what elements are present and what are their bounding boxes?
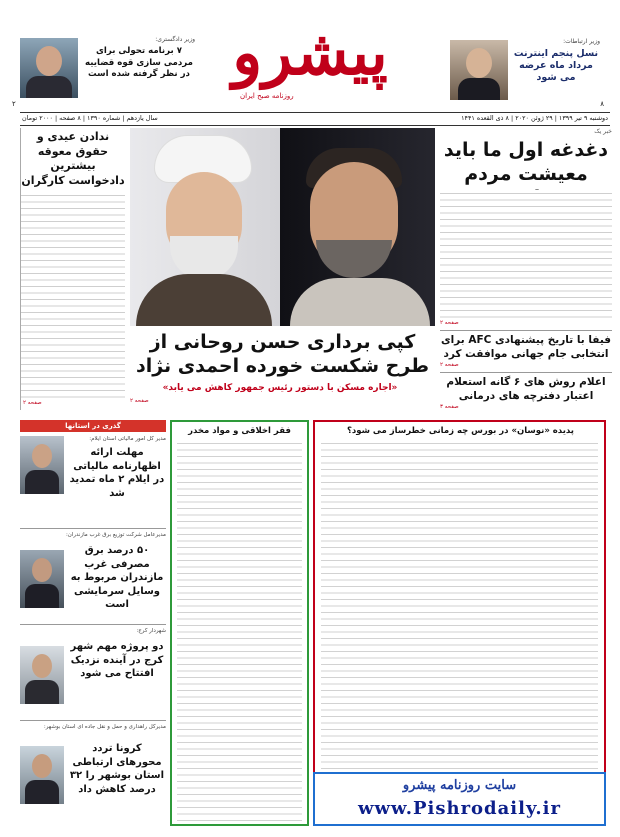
official-photo — [20, 646, 64, 704]
teaser-page-ref: ۸ — [600, 100, 604, 108]
bourse-title: پدیده «نوسان» در بورس چه زمانی خطرساز می شود؟ — [346, 426, 574, 436]
top-right-teaser[interactable] — [450, 30, 604, 110]
right-column-stories — [440, 328, 612, 418]
ethics-title: فقر اخلاقی و مواد مخدر — [188, 426, 291, 436]
teaser-page-ref: ۲ — [12, 100, 16, 108]
lead-headline: دغدغه اول ما باید معیشت مردم — [443, 139, 609, 185]
wages-body — [21, 192, 125, 400]
masthead-logo-block — [200, 16, 420, 112]
main-photo-story[interactable] — [130, 128, 435, 410]
province-kicker: مدیرکل راهداری و حمل و نقل جاده ای استان بوشهر: — [43, 724, 166, 730]
lead-story[interactable] — [440, 128, 612, 328]
masthead-subtitle: روزنامه صبح ایران — [240, 92, 294, 100]
far-left-story[interactable] — [20, 128, 125, 410]
province-kicker: شهردار کرج: — [136, 628, 166, 634]
province-headline: مهلت ارائه اظهارنامه مالیاتی در ایلام ۲ ماه تمدید شد — [69, 447, 165, 499]
teaser-headline: ۷ برنامه تحولی برای مردمی سازی قوه قضاییه در نظر گرفته شده است — [85, 46, 193, 79]
masthead-logo: پیشرو — [232, 16, 388, 89]
teaser-headline: نسل پنجم اینترنت مرداد ماه عرضه می شود — [513, 48, 599, 83]
bourse-column[interactable] — [313, 420, 606, 826]
justice-minister-photo — [20, 38, 78, 98]
wages-page-ref: صفحه ۲ — [23, 400, 42, 406]
main-headline: کپی برداری حسن روحانی از طرح شکست خورده احمدی نژاد — [135, 331, 430, 377]
province-headline: کرونا تردد محورهای ارتباطی استان بوشهر را ۳۲ درصد کاهش داد — [69, 743, 165, 795]
website-banner[interactable] — [313, 772, 606, 826]
insurance-headline[interactable]: اعلام روش های ۶ گانه استعلام اعتبار دفترچه های درمانی — [440, 372, 612, 403]
fifa-page-ref: صفحه ۲ — [440, 362, 459, 368]
insurance-page-ref: صفحه ۳ — [440, 404, 459, 410]
provinces-column — [20, 420, 166, 828]
province-item[interactable] — [20, 436, 166, 529]
province-kicker: مدیر کل امور مالیاتی استان ایلام: — [89, 436, 166, 442]
ethics-body — [177, 440, 302, 822]
province-item[interactable] — [20, 532, 166, 625]
province-kicker: مدیرعامل شرکت توزیع برق غرب مازندران: — [65, 532, 166, 538]
main-subhead: «اجاره مسکن با دستور رئیس جمهور کاهش می یابد» — [162, 383, 398, 393]
province-item[interactable] — [20, 628, 166, 721]
minister-photo — [450, 40, 508, 100]
lead-page-ref: صفحه ۲ — [440, 320, 459, 326]
province-headline: دو پروژه مهم شهر کرج در آینده نزدیک افتتاح می شود — [70, 641, 164, 679]
lead-body — [440, 190, 612, 320]
official-photo — [20, 746, 64, 804]
bourse-body — [321, 440, 598, 822]
banner-url: www.Pishrodaily.ir — [358, 798, 561, 819]
date-strip — [20, 112, 610, 126]
official-photo — [20, 436, 64, 494]
provinces-header: گذری در استانها — [20, 420, 166, 432]
province-item[interactable] — [20, 724, 166, 824]
wages-headline: ندادن عیدی و حقوق معوقه بیشترین دادخواست کارگران — [21, 130, 125, 187]
teaser-kicker: وزیر دادگستری: — [155, 36, 195, 43]
top-left-teaser[interactable] — [12, 30, 195, 110]
main-photo — [130, 128, 435, 326]
province-headline: ۵۰ درصد برق مصرفی غرب مازندران مربوط به وسایل سرمایشی است — [70, 545, 164, 610]
issue-line: سال یازدهم | شماره ۱۳۹۰ | ۸ صفحه | ۲۰۰۰ تومان — [22, 114, 158, 122]
teaser-kicker: وزیر ارتباطات: — [563, 38, 600, 45]
official-photo — [20, 550, 64, 608]
fifa-headline[interactable]: فیفا با تاریخ پیشنهادی AFC برای انتخابی جام جهانی موافقت کرد — [440, 330, 612, 361]
main-page-ref: صفحه ۲ — [130, 398, 149, 404]
ethics-column[interactable] — [170, 420, 309, 826]
banner-title: سایت روزنامه پیشرو — [402, 778, 517, 793]
lead-kicker: خبر یک — [594, 128, 612, 135]
dateline: دوشنبه ۹ تیر ۱۳۹۹ | ۲۹ ژوئن ۲۰۲۰ | ۸ ذی القعده ۱۴۴۱ — [461, 114, 608, 122]
